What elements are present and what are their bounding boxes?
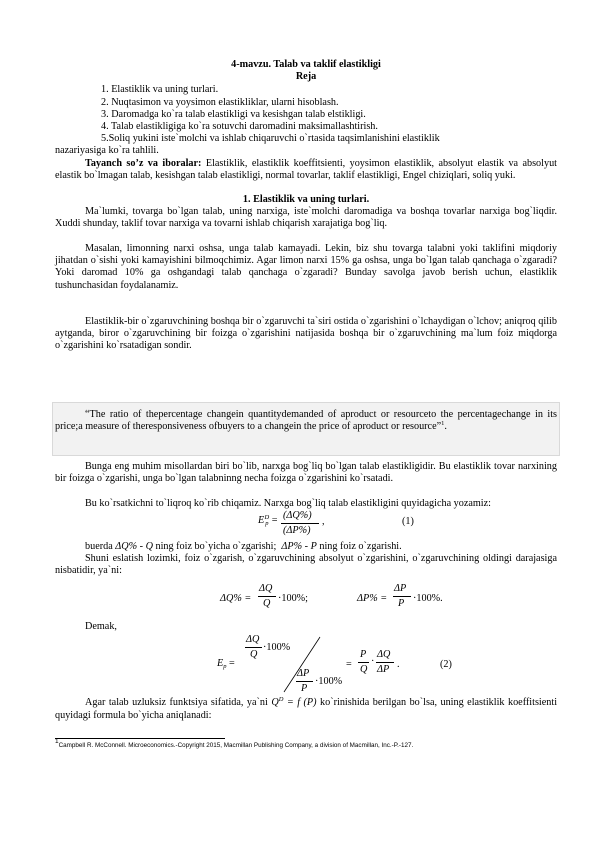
formula-1-numerator: (ΔQ%) (283, 510, 312, 521)
formula-2-dot: · (371, 656, 375, 667)
dq-frac-num: ΔQ (259, 583, 273, 594)
formula-2-lower-num: ΔP (297, 668, 310, 679)
formula-2-lower-hundred: ·100% (315, 676, 343, 687)
formula-2-upper-den: Q (250, 649, 258, 660)
formula-2-period: . (397, 659, 400, 670)
dp-symbol: ΔP% - P (281, 541, 317, 552)
paragraph-2: Masalan, limonning narxi oshsa, unga talab kamayadi. Lekin, biz shu tovarga talabni yoki taklifini miqdoriy jihatdan o`sishi yoki kamayishini bilmoqchimiz. Agar limon narxi 15% ga oshsa, unga bo`lgan talab qanchaga o`zgaradi? Yoki daromad 10% ga oshgandagi talab qanchaga o`zgaradi? Bunday savolga javob berish uchun, elastiklik tushunchasidan foydalanamiz. (55, 243, 557, 291)
plan-item-5: 5.Soliq yukini iste`molchi va ishlab chiqaruvchi o`rtasida taqsimlanishini elastiklik (101, 133, 440, 144)
paragraph-4: Bunga eng muhim misollardan biri bo`lib, narxga bog`liq bo`lgan talab elastikligidir. Bu elastiklik tovar narxining bir foizga o`zgarishi, unga bo`lgan talabninng necha foizga o`zgarishini ko`rsatadi. (55, 461, 557, 485)
dp-percent-tail: ·100%. (413, 593, 443, 604)
dq-frac-bar (258, 596, 276, 597)
definition-line: buerda ΔQ% - Q ning foiz bo`yicha o`zgarishi; ΔP% - P ning foiz o`zgarishi. (85, 541, 402, 552)
formula-2-lower-den: P (301, 683, 308, 694)
dq-percent-lhs: ΔQ% = (220, 593, 252, 604)
footnote: 1Campbell R. McConnell. Microeconomics.-Copyright 2015, Macmillan Publishing Company, a division of Macmillan, Inc.-P.-127. (55, 738, 414, 749)
paragraph-5: Bu ko`rsatkichni to`liqroq ko`rib chiqamiz. Narxga bog`liq talab elastikligini quyidagicha yozamiz: (85, 498, 491, 509)
formula-2-upper-bar (245, 647, 262, 648)
formula-2-q: Q (360, 664, 368, 675)
formula-2-number: (2) (440, 659, 452, 670)
plan-item-5-continued: nazariyasiga ko`ra tahlili. (55, 145, 159, 156)
footnote-ref: 1 (441, 420, 445, 428)
formula-2-p: P (360, 649, 367, 660)
dq-percent-tail: ·100%; (278, 593, 308, 604)
paragraph-demak: Demak, (85, 621, 117, 632)
formula-2-dp: ΔP (377, 664, 390, 675)
formula-2-dq: ΔQ (377, 649, 391, 660)
quote-text: “The ratio of thepercentage changein quantitydemanded of aproduct or resourceto the percentagechange in its price;a measure of theresponsiveness ofbuyers to a changein the price of aproduct or resource”$^1$. (55, 409, 557, 433)
plan-heading: Reja (295, 71, 317, 82)
dp-frac-bar (393, 596, 411, 597)
keywords-label: Tayanch so’z va iboralar: (85, 158, 202, 169)
dq-symbol: ΔQ% - Q (115, 541, 153, 552)
section-heading: 1. Elastiklik va uning turlari. (242, 194, 370, 205)
keywords-paragraph (55, 158, 557, 182)
plan-item-4: 4. Talab elastikligiga ko`ra sotuvchi daromadini maksimallashtirish. (101, 121, 378, 132)
plan-item-1: 1. Elastiklik va uning turlari. (101, 84, 219, 95)
formula-2-dq-bar (376, 662, 394, 663)
formula-2-lower-bar (296, 681, 313, 682)
function-q: $Q^D = f$ (P) (271, 696, 317, 708)
page-title: 4-mavzu. Talab va taklif elastikligi (231, 59, 381, 70)
dp-frac-num: ΔP (394, 583, 407, 594)
paragraph-1: Ma`lumki, tovarga bo`lgan talab, uning narxiga, iste`molchi daromadiga va boshqa tovarlar narxiga bog`liqdir. Xuddi shunday, taklif tovar narxiga va tovarni ishlab chiqarish xarajatiga bog`liq. (55, 206, 557, 230)
dp-percent-lhs: ΔP% = (357, 593, 388, 604)
formula-1-comma: , (322, 516, 325, 527)
formula-2-lhs: Ep = (217, 658, 235, 670)
formula-2-upper-hundred: ·100% (263, 642, 291, 653)
paragraph-9: Agar talab uzluksiz funktsiya sifatida, ya`ni $Q^D = f$ (P) ko`rinishida berilgan bo`lsa, uning elastiklik koeffitsienti quyidagi formula bo`yicha aniqlanadi: (55, 696, 558, 722)
formula-1-number: (1) (402, 516, 414, 527)
formula-1-lhs: $Ep^D$ = (258, 514, 278, 527)
dq-frac-den: Q (263, 598, 271, 609)
formula-1-fraction-bar (281, 523, 319, 524)
dp-frac-den: P (398, 598, 405, 609)
plan-item-2: 2. Nuqtasimon va yoysimon elastikliklar, ularni hisoblash. (101, 97, 339, 108)
keywords-text: Elastiklik, elastiklik koeffitsienti, yoysimon elastiklik, absolyut elastik va absolyut elastik bo`lmagan talab, kesishgan talab elastikligi, normal tovarlar, taklif elastikligi, Engel chiziqlari, soliq yuki. (55, 158, 557, 182)
paragraph-7: Shuni eslatish lozimki, foiz o`zgarish, o`zgaruvchining absolyut o`zgarishini, o`zgaruvchining oldingi darajasiga nisbatidir, ya`ni: (55, 553, 557, 577)
formula-1-denominator: (ΔP%) (283, 525, 311, 536)
plan-item-3: 3. Daromadga ko`ra talab elastikligi va kesishgan talab elstikligi. (101, 109, 366, 120)
paragraph-3: Elastiklik-bir o`zgaruvchining boshqa bir o`zgaruvchi ta`siri ostida o`zgarishini o`lchaydigan o`lchov; aniqroq qilib aytganda, biror o`zgaruvchining bir foizga o`zgarishini natijasida boshqa bir o`zgaruvchining ma`lum foiz miqdorga o`zgarishini ko`rsatadigan sondir. (55, 316, 557, 352)
formula-2-equals: = (346, 659, 352, 670)
formula-2-upper-num: ΔQ (246, 634, 260, 645)
formula-2-p-bar (358, 662, 369, 663)
footnote-rule (55, 738, 225, 739)
